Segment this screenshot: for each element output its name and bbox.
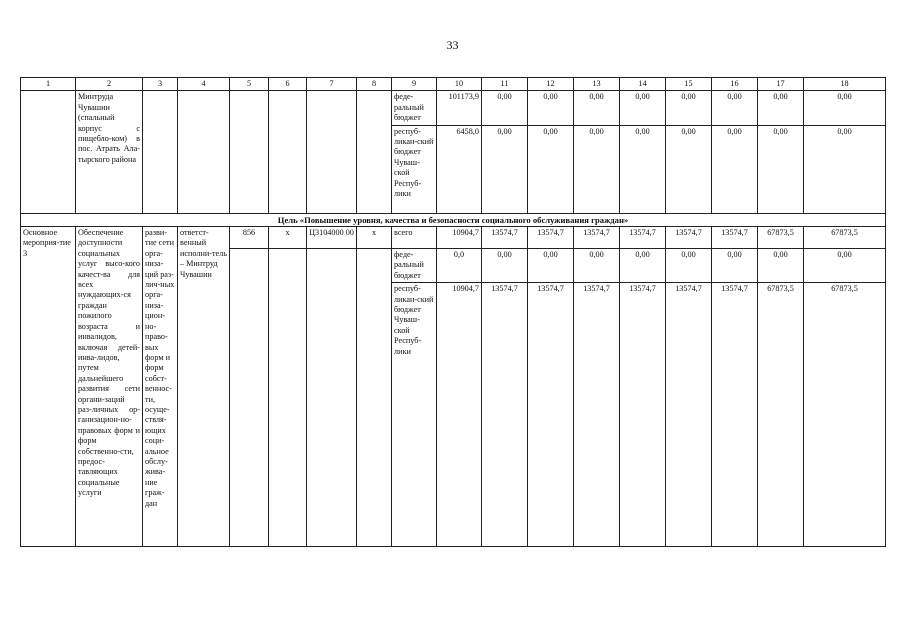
code-type: х: [357, 227, 392, 249]
cell-col4: [178, 91, 230, 213]
value-cell: 13574,7: [712, 227, 758, 249]
goal-row: [21, 213, 886, 226]
table-row: [21, 91, 886, 125]
cell-col5: [230, 249, 269, 547]
value-cell: 13574,7: [712, 283, 758, 547]
header-cell: 13: [574, 78, 620, 91]
value-cell: 13574,7: [620, 227, 666, 249]
cell-col3: [143, 91, 178, 213]
value-cell: 0,00: [712, 249, 758, 283]
funding-source: всего: [392, 227, 437, 249]
value-cell: 0,00: [666, 249, 712, 283]
value-cell: 0,00: [528, 249, 574, 283]
value-cell: 0,00: [666, 125, 712, 213]
funding-source: феде-ральный бюджет: [392, 249, 437, 283]
value-cell: 0,00: [574, 91, 620, 125]
value-cell: 0,00: [758, 91, 804, 125]
value-cell: 0,00: [804, 91, 886, 125]
value-cell: 13574,7: [620, 283, 666, 547]
value-cell: 13574,7: [574, 227, 620, 249]
measure-name: Основное мероприя-тие 3: [21, 227, 76, 547]
value-cell: 67873,5: [758, 227, 804, 249]
header-cell: 5: [230, 78, 269, 91]
table-row: [21, 227, 886, 249]
value-cell: 0,00: [574, 249, 620, 283]
header-cell: 12: [528, 78, 574, 91]
responsible-executor: ответст-венный исполни-тель – Минтруд Чувашии: [178, 227, 230, 547]
header-cell: 4: [178, 78, 230, 91]
value-cell: 0,00: [482, 91, 528, 125]
header-cell: 1: [21, 78, 76, 91]
value-cell: 0,00: [666, 91, 712, 125]
cell-col1: [21, 91, 76, 213]
cell-col8: [357, 91, 392, 213]
value-cell: 0,00: [758, 249, 804, 283]
value-cell: 13574,7: [666, 283, 712, 547]
header-cell: 18: [804, 78, 886, 91]
value-cell: 101173,9: [437, 91, 482, 125]
value-cell: 13574,7: [528, 227, 574, 249]
value-cell: 0,00: [804, 125, 886, 213]
header-cell: 17: [758, 78, 804, 91]
value-cell: 0,00: [804, 249, 886, 283]
cell-col6: [269, 249, 307, 547]
header-cell: 16: [712, 78, 758, 91]
page-number: 33: [446, 38, 459, 52]
value-cell: 10904,7: [437, 283, 482, 547]
value-cell: 0,00: [712, 125, 758, 213]
measure-goal: разви-тие сети орга-низа-ций раз-лич-ных орга-низа-цион-но-право-вых форм и форм собст-веннос-ти, осуще-ствля-ющих соци-альное обслу-жива-ние граж-дан: [143, 227, 178, 547]
value-cell: 0,00: [620, 125, 666, 213]
header-cell: 2: [76, 78, 143, 91]
funding-source: феде-ральный бюджет: [392, 91, 437, 125]
value-cell: 0,00: [620, 249, 666, 283]
value-cell: 0,00: [574, 125, 620, 213]
measure-description: Обеспечение доступности социальных услуг высо-кого качест-ва для всех нуждающих-ся граждан пожилого возраста и инвалидов, включая детей-инва-лидов, путем дальнейшего развития сети органи-заций раз-личных ор-ганизацион-но-правовых форм и форм собственно-сти, предос-тавляющих социальные услуги: [76, 227, 143, 547]
cell-col7: [307, 249, 357, 547]
cell-col7: [307, 91, 357, 213]
header-cell: 6: [269, 78, 307, 91]
value-cell: 0,00: [620, 91, 666, 125]
value-cell: 0,00: [528, 91, 574, 125]
header-cell: 10: [437, 78, 482, 91]
value-cell: 13574,7: [482, 227, 528, 249]
header-row: [21, 78, 886, 91]
header-cell: 14: [620, 78, 666, 91]
header-cell: 3: [143, 78, 178, 91]
header-cell: 9: [392, 78, 437, 91]
value-cell: 13574,7: [666, 227, 712, 249]
value-cell: 67873,5: [804, 283, 886, 547]
value-cell: 0,00: [712, 91, 758, 125]
cell-col6: [269, 91, 307, 213]
value-cell: 67873,5: [758, 283, 804, 547]
value-cell: 13574,7: [574, 283, 620, 547]
cell-col8: [357, 249, 392, 547]
value-cell: 0,00: [528, 125, 574, 213]
object-description: Минтруда Чувашии (спальный корпус с пищебло-ком) в пос. Атрать Ала-тырского района: [76, 91, 143, 213]
code-section: х: [269, 227, 307, 249]
header-cell: 7: [307, 78, 357, 91]
header-cell: 15: [666, 78, 712, 91]
funding-source: респуб-ликан-ский бюджет Чуваш-ской Респуб-лики: [392, 283, 437, 547]
value-cell: 10904,7: [437, 227, 482, 249]
value-cell: 0,0: [437, 249, 482, 283]
value-cell: 13574,7: [482, 283, 528, 547]
goal-heading: Цель «Повышение уровня, качества и безопасности социального обслуживания граждан»: [21, 213, 886, 226]
code-target: Ц3104000 00: [307, 227, 357, 249]
value-cell: 0,00: [482, 125, 528, 213]
value-cell: 0,00: [758, 125, 804, 213]
budget-table: [20, 77, 886, 547]
value-cell: 67873,5: [804, 227, 886, 249]
header-cell: 8: [357, 78, 392, 91]
value-cell: 0,00: [482, 249, 528, 283]
value-cell: 13574,7: [528, 283, 574, 547]
code-grbs: 856: [230, 227, 269, 249]
value-cell: 6458,0: [437, 125, 482, 213]
funding-source: респуб-ликан-ский бюджет Чуваш-ской Респуб-лики: [392, 125, 437, 213]
cell-col5: [230, 91, 269, 213]
header-cell: 11: [482, 78, 528, 91]
